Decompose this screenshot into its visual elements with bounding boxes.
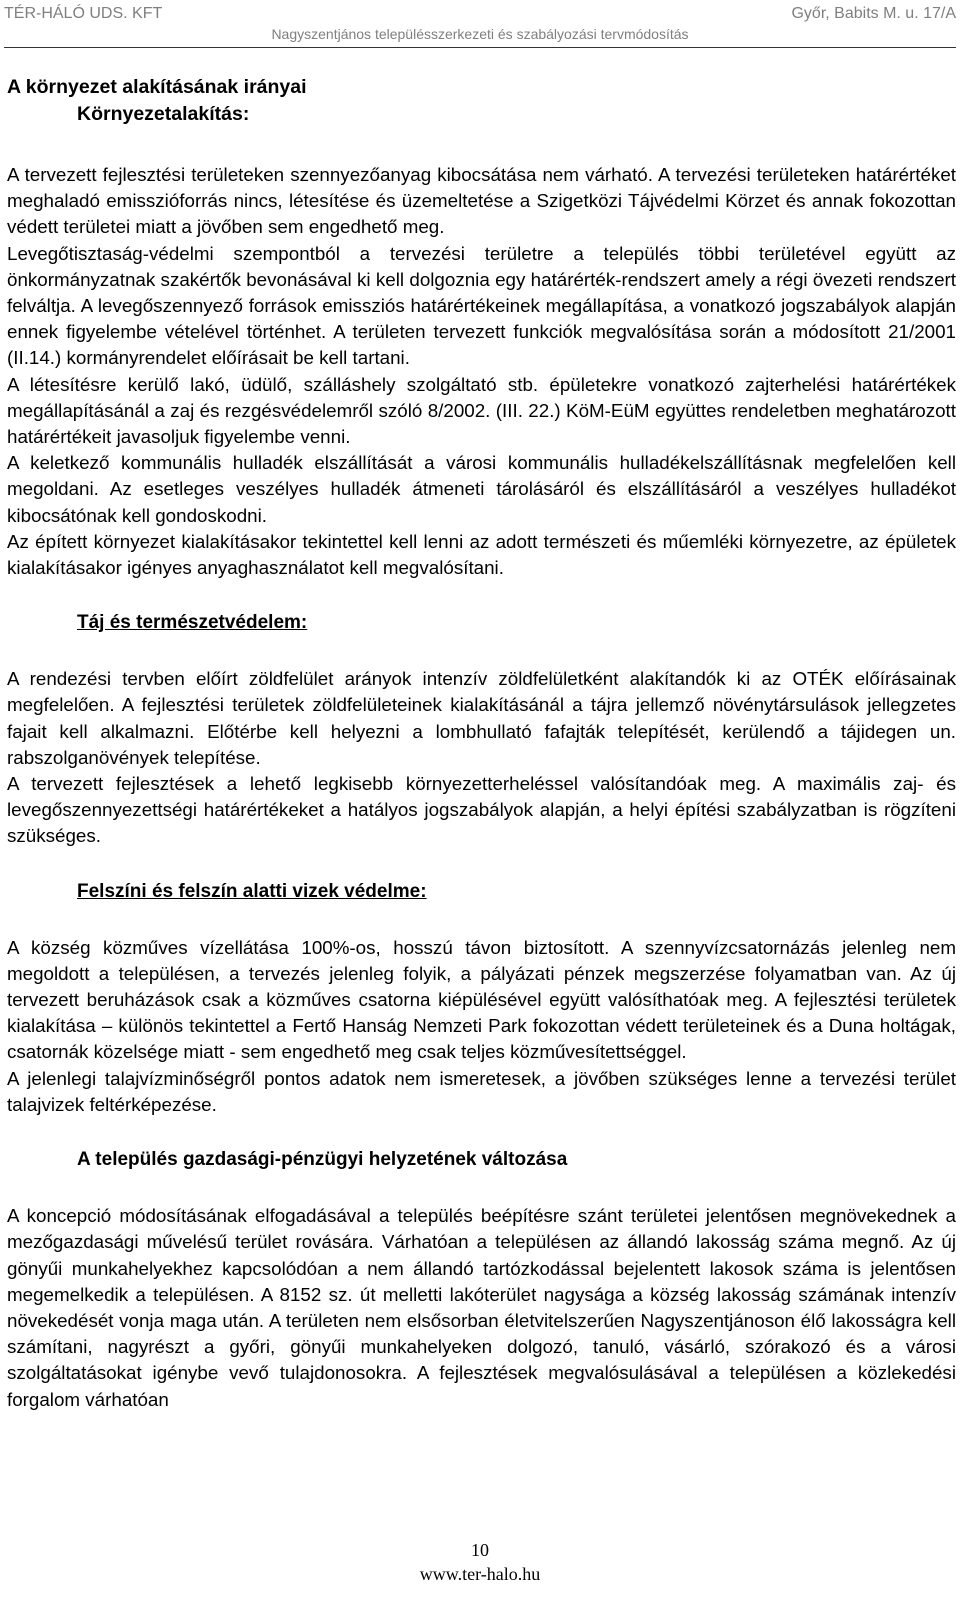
section-subtitle: Környezetalakítás: — [77, 103, 250, 125]
page-number: 10 — [471, 1540, 489, 1560]
header-subtitle: Nagyszentjános településszerkezeti és szabályozási tervmódosítás — [271, 26, 689, 42]
paragraph: Levegőtisztaság-védelmi szempontból a tervezési területre a település többi területével együtt az önkormányzatnak szakértők bevonásával ki kell dolgoznia egy határérték-rendszert amely a régi övezeti rendszert felváltja. A levegőszennyező források emissziós határértékeinek megállapítása, a vonatkozó jogszabályok alapján ennek figyelembe vételével történhet. A területen tervezett funkciók megvalósítása során a módosított 21/2001 (II.14.) kormányrendelet előírásait be kell tartani. — [7, 242, 956, 369]
header-rule — [4, 47, 956, 48]
paragraph: A jelenlegi talajvízminőségről pontos adatok nem ismeretesek, a jövőben szükséges lenne a tervezési terület talajvizek feltérképezése. — [7, 1067, 956, 1115]
page-content — [7, 74, 956, 1413]
footer-website: www.ter-halo.hu — [419, 1564, 541, 1584]
page-footer — [0, 1538, 960, 1586]
page-header — [0, 0, 960, 50]
paragraph: A község közműves vízellátása 100%-os, hosszú távon biztosított. A szennyvízcsatornázás jelenleg nem megoldott a településen, a tervezés jelenleg folyik, a pályázati pénzek megszerzése folyamatban van. Az új tervezett beruházások csak a közműves csatorna kiépülésével együtt valósíthatóak meg. A fejlesztési területek kialakítása – különös tekintettel a Fertő Hanság Nemzeti Park fokozottan védett területeinek és a Duna holtágak, csatornák közelsége miatt - sem engedhető meg csak teljes közművesítettséggel. — [7, 936, 956, 1063]
header-address: Győr, Babits M. u. 17/A — [791, 5, 956, 22]
section-heading: A település gazdasági-pénzügyi helyzetének változása — [77, 1149, 568, 1171]
paragraph: A koncepció módosításának elfogadásával a település beépítésre szánt területei jelentősen megnövekednek a mezőgazdasági művelésű terület rovására. Várhatóan a településen az állandó lakosság száma megnő. Az új gönyűi munkahelyekhez kapcsolódóan a nem állandó tartózkodással bejelentett lakosok száma is jelentősen megemelkedik a településen. A 8152 sz. út melletti lakóterület nagysága a község lakosság számának intenzív növekedését vonja maga után. A területen nem elsősorban életvitelszerűen Nagyszentjánoson élő lakosságra kell számítani, nagyrészt a győri, gönyűi munkahelyeken dolgozó, tanuló, vásárló, szórakozó és a városi szolgáltatásokat igénybe vevő tulajdonosokra. A fejlesztések megvalósulásával a településen a közlekedési forgalom várhatóan — [7, 1205, 956, 1410]
paragraph: A keletkező kommunális hulladék elszállítását a városi kommunális hulladékelszállításnak megfelelően kell megoldani. Az esetleges veszélyes hulladék átmeneti tárolásáról és elszállításáról a veszélyes hulladékot kibocsátónak kell gondoskodni. — [7, 452, 956, 526]
section-heading: Táj és természetvédelem: — [77, 612, 308, 634]
paragraph: A létesítésre kerülő lakó, üdülő, szálláshely szolgáltató stb. épületekre vonatkozó zajterhelési határértékek megállapításánál a zaj és rezgésvédelemről szóló 8/2002. (III. 22.) KöM-EüM együttes rendeletben meghatározott határértékeit javasoljuk figyelembe venni. — [7, 373, 956, 448]
section-heading: Felszíni és felszín alatti vizek védelme: — [77, 880, 427, 902]
paragraph: A tervezett fejlesztési területeken szennyezőanyag kibocsátása nem várható. A tervezési területeken határértéket meghaladó emisszióforrás nincs, létesítése és üzemeltetése a Szigetközi Tájvédelmi Körzet és annak fokozottan védett területei miatt a jövőben sem engedhető meg. — [7, 164, 956, 238]
paragraph: Az épített környezet kialakításakor tekintettel kell lenni az adott természeti és műemléki környezetre, az épületek kialakításakor igényes anyaghasználatot kell megvalósítani. — [7, 530, 956, 579]
paragraph: A tervezett fejlesztések a lehető legkisebb környezetterheléssel valósítandóak meg. A maximális zaj- és levegőszennyezettségi határértékeket a hatályos jogszabályok alapján, a helyi építési szabályzatban is rögzíteni szükséges. — [7, 773, 956, 847]
header-company: TÉR-HÁLÓ UDS. KFT — [4, 5, 163, 22]
paragraph: A rendezési tervben előírt zöldfelület arányok intenzív zöldfelületként alakítandók ki az OTÉK előírásainak megfelelően. A fejlesztési területek zöldfelületeinek kialakításánál a tájra jellemző növénytársulások jellegzetes fajait kell alkalmazni. Előtérbe kell helyezni a lombhullató fafajták telepítését, kerülendő a tájidegen un. rabszolganövények telepítése. — [7, 668, 956, 768]
section-title: A környezet alakításának irányai — [7, 76, 307, 98]
